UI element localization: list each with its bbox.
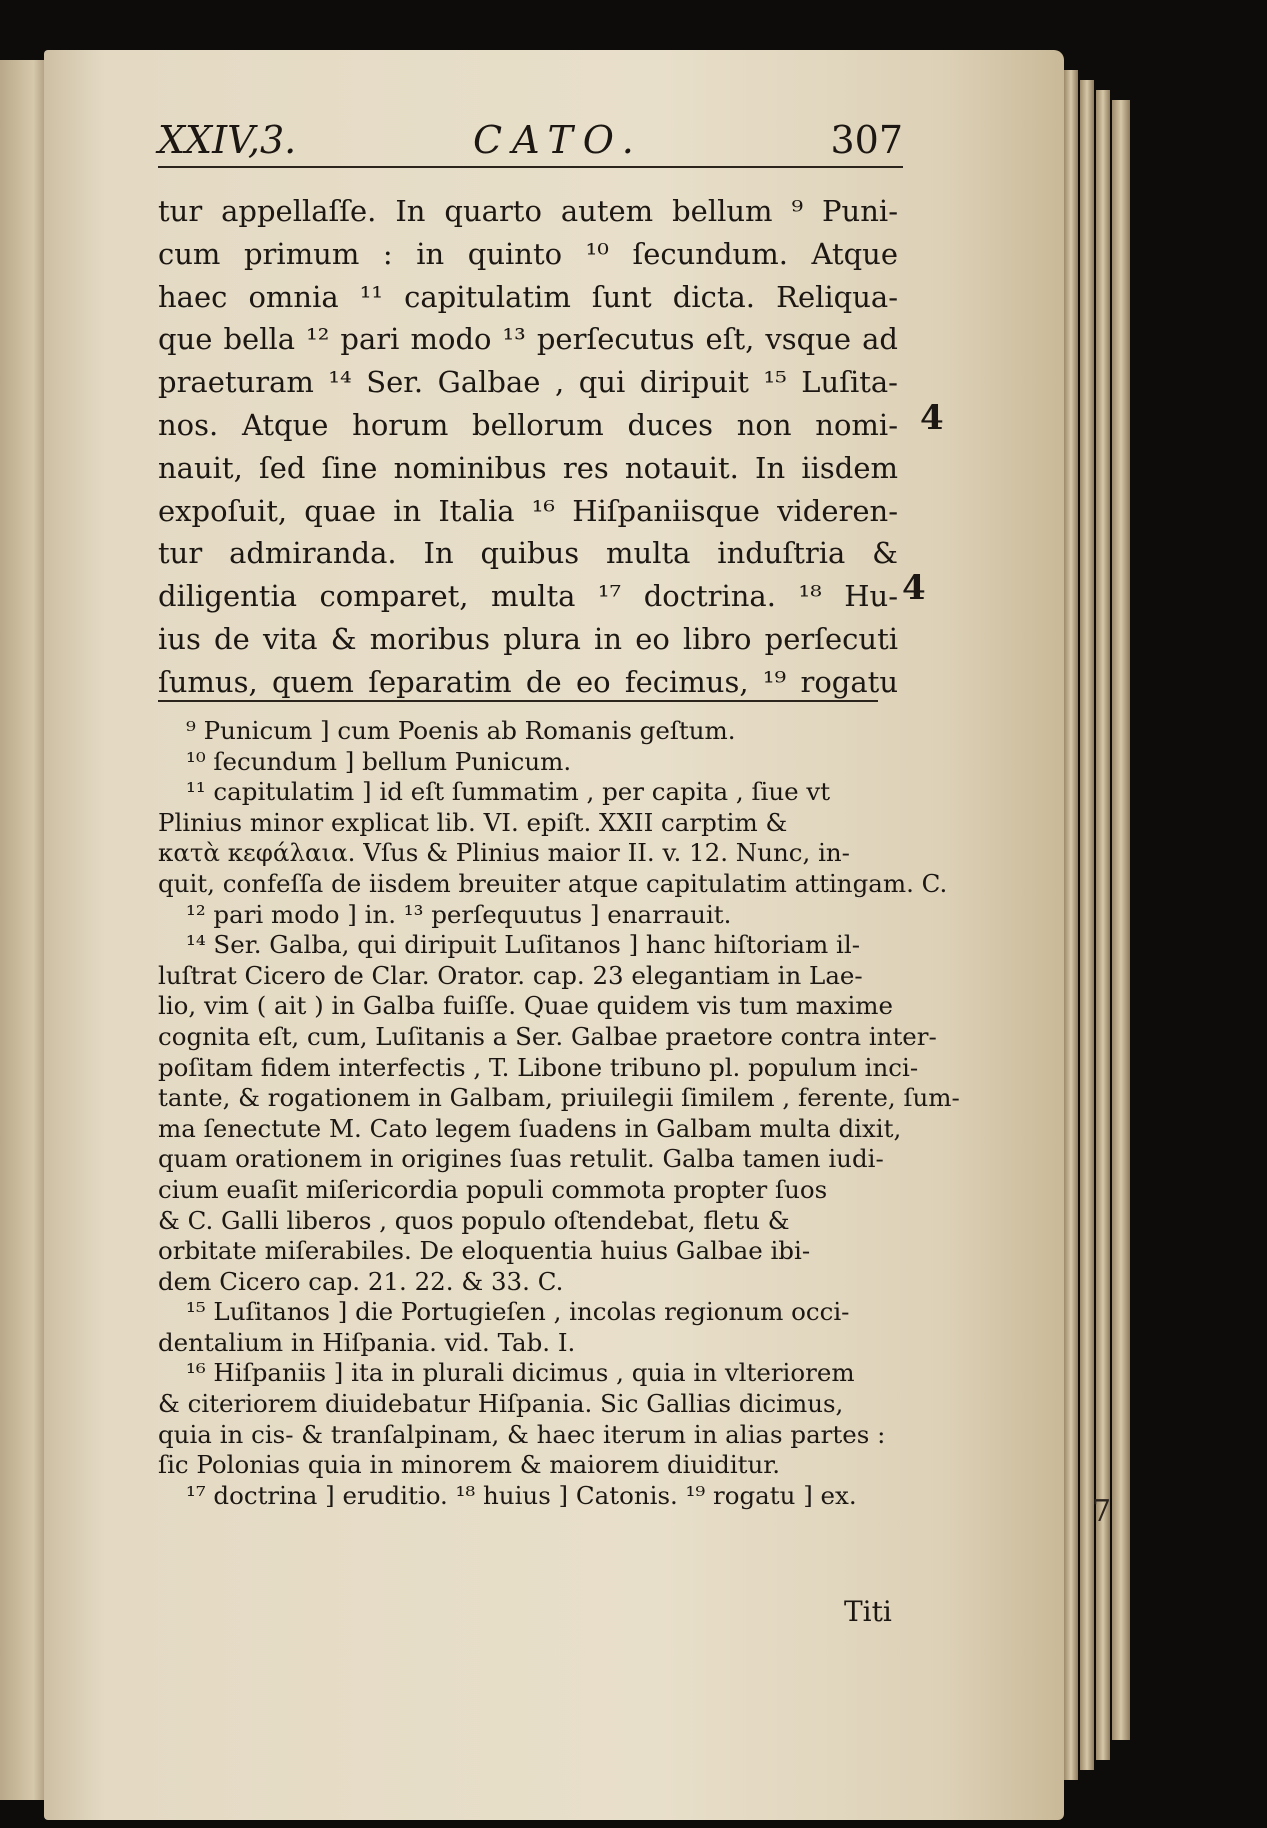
margin-note: 4 bbox=[920, 398, 944, 438]
footnote-line: ⁹ Punicum ] cum Poenis ab Romanis geſtum. bbox=[186, 716, 736, 745]
chapter-reference: XXIV,3. bbox=[158, 118, 297, 162]
text-line: tur appellaſſe. In quarto autem bellum ⁹ Puni- bbox=[158, 194, 898, 228]
footnote-line: cium euaſit miſericordia populi commota propter ſuos bbox=[158, 1174, 828, 1204]
running-head bbox=[158, 118, 903, 168]
text-line: praeturam ¹⁴ Ser. Galbae , qui diripuit ¹⁵ Luſita- bbox=[158, 365, 898, 400]
running-title: CATO. bbox=[473, 118, 644, 162]
footnote-line: dem Cicero cap. 21. 22. & 33. C. bbox=[158, 1266, 564, 1296]
footnote-line: Plinius minor explicat lib. VI. epiſt. XXII carptim & bbox=[158, 807, 788, 837]
footnote-line: cognita eſt, cum, Luſitanis a Ser. Galbae praetore contra inter- bbox=[158, 1021, 937, 1051]
footnote-line: quit, confeſſa de iisdem breuiter atque capitulatim attingam. C. bbox=[158, 868, 948, 898]
text-line: ſumus, quem ſeparatim de eo fecimus, ¹⁹ rogatu bbox=[158, 664, 898, 699]
facing-page-edge bbox=[0, 60, 48, 1800]
footnote-line: tante, & rogationem in Galbam, priuilegii ſimilem , ferente, ſum- bbox=[158, 1083, 960, 1113]
text-line: tur admiranda. In quibus multa induſtria & bbox=[158, 536, 898, 571]
text-line: que bella ¹² pari modo ¹³ perſecutus eſt, vsque ad bbox=[158, 322, 898, 357]
text-line: haec omnia ¹¹ capitulatim ſunt dicta. Reliqua- bbox=[158, 279, 898, 314]
page-edge bbox=[1112, 100, 1130, 1740]
footnote-line: ma ſenectute M. Cato legem ſuadens in Galbam multa dixit, bbox=[158, 1113, 902, 1143]
text-line: expoſuit, quae in Italia ¹⁶ Hiſpaniisque videren- bbox=[158, 493, 898, 528]
page-number: 307 bbox=[830, 118, 903, 162]
text-line: diligentia comparet, multa ¹⁷ doctrina. ¹⁸ Hu- bbox=[158, 579, 898, 614]
footnote-line: ¹⁷ doctrina ] eruditio. ¹⁸ huius ] Catonis. ¹⁹ rogatu ] ex. bbox=[186, 1480, 857, 1510]
footnote-line: ſic Polonias quia in minorem & maiorem diuiditur. bbox=[158, 1450, 781, 1480]
footnote-line: & citeriorem diuidebatur Hiſpania. Sic Gallias dicimus, bbox=[158, 1389, 844, 1419]
footnote-line: ¹² pari modo ] in. ¹³ perſequutus ] enarrauit. bbox=[186, 899, 732, 929]
page-edge bbox=[1064, 70, 1078, 1780]
footnote-line: quam orationem in origines ſuas retulit. Galba tamen iudi- bbox=[158, 1144, 884, 1174]
footnote-rule bbox=[158, 700, 878, 702]
footnotes bbox=[158, 716, 960, 1511]
footnote-line: quia in cis- & tranſalpinam, & haec iterum in alias partes : bbox=[158, 1419, 886, 1449]
footnote-line: κατὰ κεφάλαια. Vſus & Plinius maior II. v. 12. Nunc, in- bbox=[158, 838, 850, 868]
main-text bbox=[158, 190, 898, 704]
footnote-line: ¹¹ capitulatim ] id eſt ſummatim , per capita , ſiue vt bbox=[186, 777, 831, 807]
margin-note: 4 bbox=[902, 568, 926, 608]
footnote-line: dentalium in Hiſpania. vid. Tab. I. bbox=[158, 1327, 576, 1357]
footnote-line: poſitam fidem interfectis , T. Libone tribuno pl. populum inci- bbox=[158, 1052, 919, 1082]
margin-mark: 7 bbox=[1092, 1494, 1112, 1529]
text-line: nos. Atque horum bellorum duces non nomi- bbox=[158, 407, 898, 442]
footnote-line: lio, vim ( ait ) in Galba fuiſſe. Quae quidem vis tum maxime bbox=[158, 991, 894, 1021]
text-line: ius de vita & moribus plura in eo libro perſecuti bbox=[158, 621, 898, 656]
footnote-line: ¹⁰ ſecundum ] bellum Punicum. bbox=[186, 746, 572, 776]
footnote-line: orbitate miſerabiles. De eloquentia huius Galbae ibi- bbox=[158, 1236, 811, 1266]
footnote-line: ¹⁴ Ser. Galba, qui diripuit Luſitanos ] hanc hiſtoriam il- bbox=[186, 930, 860, 960]
footnote-line: & C. Galli liberos , quos populo oſtendebat, fletu & bbox=[158, 1205, 790, 1235]
footnote-line: ¹⁶ Hiſpaniis ] ita in plurali dicimus , quia in vlteriorem bbox=[186, 1358, 855, 1388]
text-line: nauit, ſed ſine nominibus res notauit. In iisdem bbox=[158, 450, 898, 485]
footnote-line: ¹⁵ Luſitanos ] die Portugieſen , incolas regionum occi- bbox=[186, 1297, 850, 1327]
text-line: cum primum : in quinto ¹⁰ ſecundum. Atque bbox=[158, 236, 898, 271]
footnote-line: luſtrat Cicero de Clar. Orator. cap. 23 elegantiam in Lae- bbox=[158, 960, 863, 990]
catchword: Titi bbox=[844, 1595, 892, 1628]
